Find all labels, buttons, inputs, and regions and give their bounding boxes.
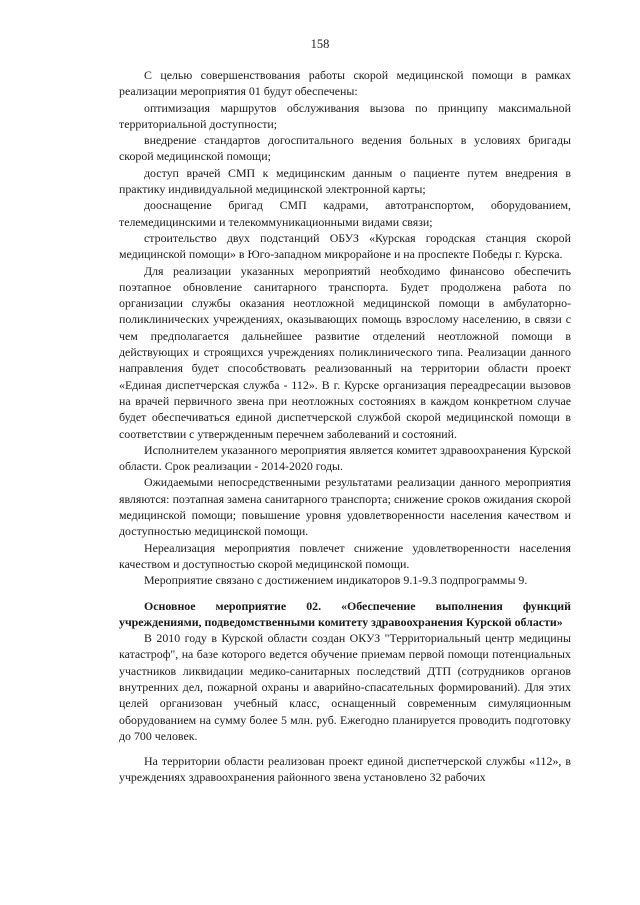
paragraph-dispatch-112: На территории области реализован проект единой диспетчерской службы «112», в учреждениях здравоохранения районного звена установлено 32 рабочих [119,754,571,785]
paragraph-non-implementation: Нереализация мероприятия повлечет снижение удовлетворенности населения качеством и доступностью скорой медицинской помощи. [119,540,571,571]
paragraph-executor: Исполнителем указанного мероприятия является комитет здравоохранения Курской области. Срок реализации - 2014-2020 годы. [119,442,571,474]
page-number: 158 [310,37,330,51]
list-item-electronic-card: доступ врачей СМП к медицинским данным о пациенте путем внедрения в практику индивидуальной медицинской электронной карты; [119,165,571,197]
document-body [119,67,571,786]
paragraph-financing: Для реализации указанных мероприятий необходимо финансово обеспечить поэтапное обновление санитарного транспорта. Будет продолжена работа по организации службы оказания неотложной медицинской помощи в амбулаторно-поликлинических учреждениях, оказывающих помощь взрослому населению, в связи с чем предполагается дальнейшее развитие отделений неотложной помощи в действующих и строящихся учреждениях поликлинического типа. Реализации данного направления будет способствовать реализованный на территории области проект «Единая диспетчерская служба - 112». В г. Курске организация переадресации вызовов на врачей первичного звена при неотложных состояниях в каждом конкретном случае будет обеспечиваться единой диспетчерской службой скорой медицинской помощи в соответствии с утвержденным перечнем заболеваний и состояний. [119,263,571,441]
paragraph-intro: С целью совершенствования работы скорой медицинской помощи в рамках реализации мероприятия 01 будут обеспечены: [119,68,571,99]
list-item-prehospital-standards: внедрение стандартов догоспитального ведения больных в условиях бригады скорой медицинской помощи; [119,133,571,164]
paragraph-expected-results: Ожидаемыми непосредственными результатами реализации данного мероприятия являются: поэтапная замена санитарного транспорта; снижение сроков ожидания скорой медицинской помощи; повышение уровня удовлетворенности населения качеством и доступностью медицинской помощи. [119,475,571,539]
paragraph-indicators: Мероприятие связано с достижением индикаторов 9.1-9.3 подпрограммы 9. [144,573,528,588]
paragraph-disaster-center: В 2010 году в Курской области создан ОКУЗ "Территориальный центр медицины катастроф", на базе которого ведется обучение приемам первой помощи потенциальных участников ликвидации медико-санитарных последствий ДТП (сотрудников органов внутренних дел, пожарной охраны и аварийно-спасательных формирований). Для этих целей организован учебный класс, оснащенный современным симуляционным оборудованием на сумму более 5 млн. руб. Ежегодно планируется проводить подготовку до 700 человек. [119,631,571,743]
list-item-substations: строительство двух подстанций ОБУЗ «Курская городская станция скорой медицинской помощи» в Юго-западном микрорайоне и на проспекте Победы г. Курска. [119,230,571,262]
section-heading-measure-02: Основное мероприятие 02. «Обеспечение выполнения функций учреждениями, подведомственными комитету здравоохранения Курской области» [119,598,571,629]
list-item-route-optimization: оптимизация маршрутов обслуживания вызова по принципу максимальной территориальной доступности; [119,100,571,131]
list-item-equipment: дооснащение бригад СМП кадрами, автотранспортом, оборудованием, телемедицинскими и телекоммуникационными видами связи; [119,198,571,229]
